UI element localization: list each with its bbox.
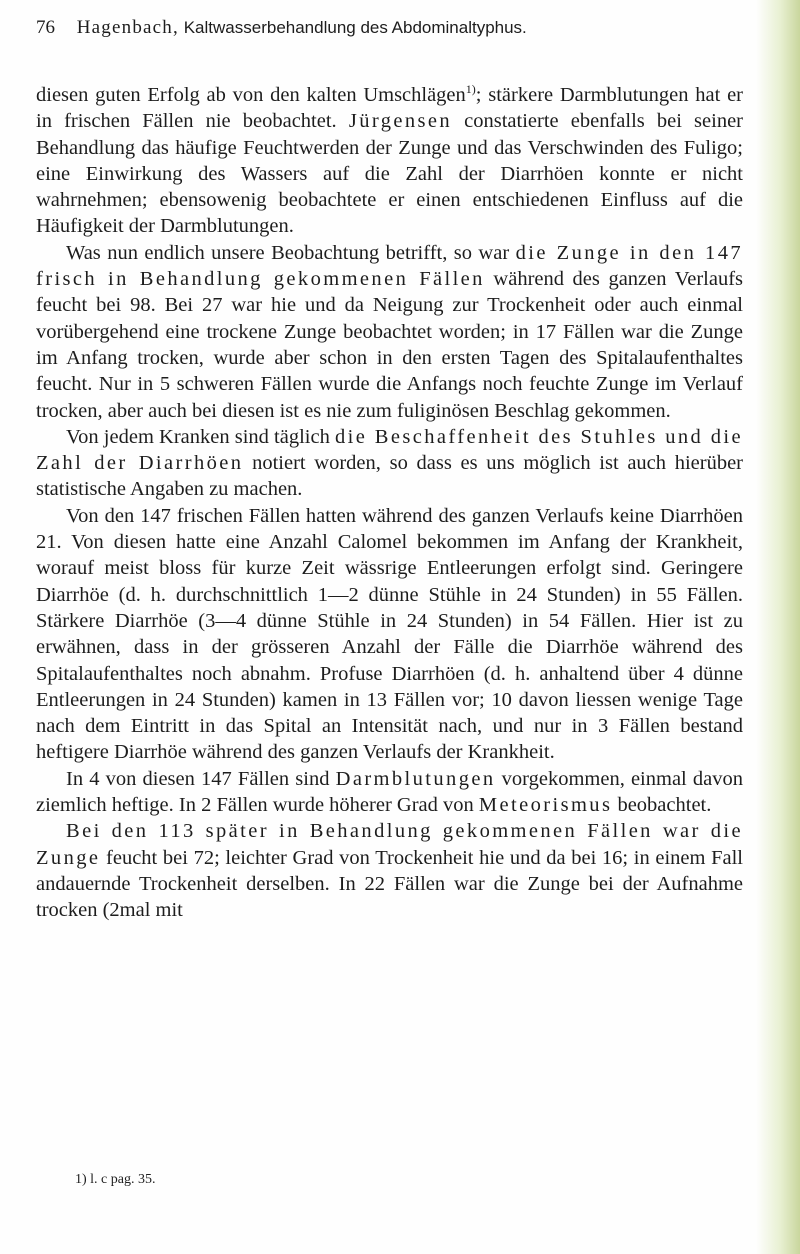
text-run: vorgekommen, einmal davon ziemlich heftige. In 2 Fällen wurde höherer Grad von (36, 767, 743, 817)
text-run: ; stärkere Darmblutungen hat er in frischen Fällen nie beobachtet. (36, 84, 743, 133)
text-run: diesen guten Erfolg ab von den kalten Umschlägen (36, 84, 466, 106)
spaced-emphasis: die Zunge in den 147 frisch in Behandlung gekommenen Fällen (36, 241, 743, 291)
text-run: während des ganzen Verlaufs feucht bei 98. Bei 27 war hie und da Neigung zur Trockenheit oder auch einmal vorübergehend eine trockene Zunge beobachtet worden; in 17 Fällen war die Zunge im Anfang trocken, wurde aber schon in den ersten Tagen des Spitalaufenthaltes feucht. Nur in 5 schweren Fällen wurde die Anfangs noch feuchte Zunge im Verlauf trocken, aber auch bei diesen ist es nie zum fuliginösen Beschlag gekommen. (36, 268, 743, 422)
spaced-emphasis: Jürgensen (348, 110, 453, 133)
text-run: Was nun endlich unsere Beobachtung betrifft, so war (66, 241, 516, 264)
spaced-emphasis: Meteorismus (478, 794, 613, 817)
paragraph (36, 818, 743, 923)
text-run: feucht bei 72; leichter Grad von Trockenheit hie und da bei 16; in einem Fall andauernde Trockenheit derselben. In 22 Fällen war die Zunge bei der Aufnahme trocken (2mal mit (36, 846, 743, 922)
paragraph (36, 766, 743, 819)
header-author: Hagenbach, (76, 17, 179, 38)
text-run: Von jedem Kranken sind täglich (66, 425, 335, 448)
paragraph (36, 240, 743, 424)
spaced-emphasis: die Beschaffenheit des Stuhles und die Zahl der Diarrhöen (36, 425, 743, 475)
spaced-emphasis: Darmblutungen (335, 767, 496, 790)
text-run: Von den 147 frischen Fällen hatten während des ganzen Verlaufs keine Diarrhöen 21. Von diesen hatte eine Anzahl Calomel bekommen im Anfang der Krankheit, worauf meist bloss für kurze Zeit wässrige Entleerungen erfolgt sind. Geringere Diarrhöe (d. h. durchschnittlich 1—2 dünne Stühle in 24 Stunden) in 55 Fällen. Stärkere Diarrhöe (3—4 dünne Stühle in 24 Stunden) in 54 Fällen. Hier ist zu erwähnen, dass in der grösseren Anzahl der Fälle die Diarrhöe während des Spitalaufenthaltes noch abnahm. Profuse Diarrhöen (d. h. anhaltend über 4 dünne Entleerungen in 24 Stunden) kamen in 13 Fällen vor; 10 davon liessen wenige Tage nach dem Eintritt in das Spital an Intensität nach, und nur in 3 Fällen bestand heftigere Diarrhöe während des ganzen Verlaufs der Krankheit. (36, 504, 743, 764)
footnote: 1) l. c pag. 35. (75, 1172, 156, 1187)
text-run: beobachtet. (612, 794, 712, 817)
page-number: 76 (36, 17, 55, 38)
running-header (36, 14, 756, 42)
paragraph (36, 424, 743, 503)
body-text (36, 82, 743, 924)
paragraph (36, 503, 743, 766)
page-edge-shadow (756, 0, 800, 1254)
text-run: In 4 von diesen 147 Fällen sind (66, 767, 336, 790)
paragraph (36, 82, 743, 240)
footnote-reference: 1) (465, 82, 476, 97)
text-run: notiert worden, so dass es uns möglich ist auch hierüber statistische Angaben zu machen. (36, 452, 743, 501)
header-title: Kaltwasserbehandlung des Abdominaltyphus. (183, 18, 527, 37)
spaced-emphasis: Bei den 113 später in Behandlung gekommenen Fällen war die Zunge (36, 820, 743, 869)
text-run: constatierte ebenfalls bei seiner Behandlung das häufige Feuchtwerden der Zunge und das Verschwinden des Fuligo; eine Einwirkung des Wassers auf die Zahl der Diarrhöen konnte er nicht wahrnehmen; ebensowenig beobachtete er einen entschiedenen Einfluss auf die Häufigkeit der Darmblutungen. (36, 110, 744, 238)
